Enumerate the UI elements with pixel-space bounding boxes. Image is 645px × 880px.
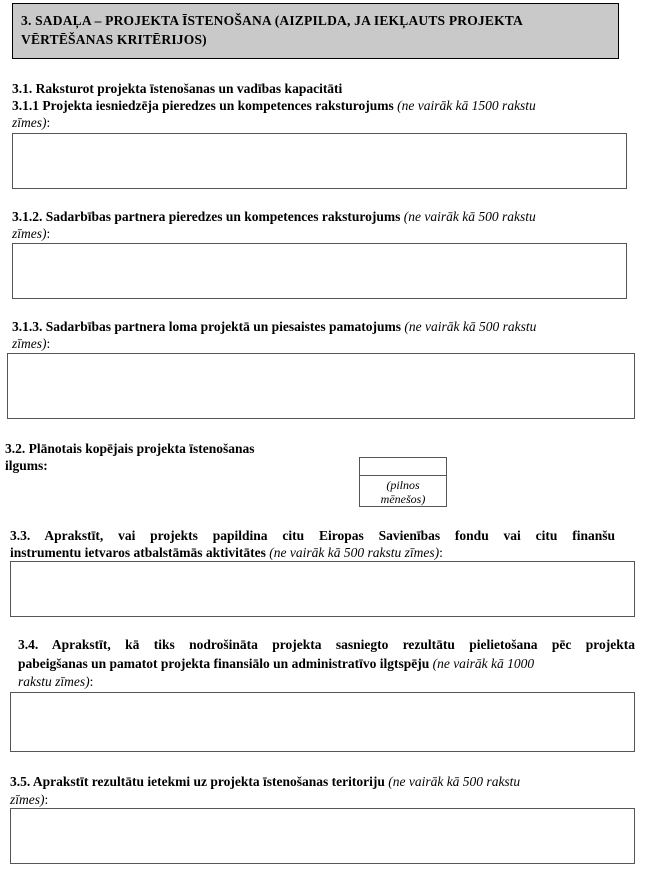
section-3-5-line1 <box>10 773 520 790</box>
question-3-1-2-label: 3.1.2. Sadarbības partnera pieredzes un kompetences raksturojums <box>12 209 401 224</box>
duration-unit-note <box>360 476 446 506</box>
section-3-4-label-end: pabeigšanas un pamatot projekta finansiālo un administratīvo ilgtspēju <box>18 656 430 671</box>
answer-field-3-4[interactable] <box>10 692 635 752</box>
section-3-4-line3: rakstu zīmes): <box>18 674 94 689</box>
question-3-1-2-limit: (ne vairāk kā 500 rakstu <box>403 209 536 224</box>
question-3-1-1-label: 3.1.1 Projekta iesniedzēja pieredzes un kompetences raksturojums <box>12 98 394 113</box>
answer-field-3-1-2[interactable] <box>12 243 627 299</box>
section-header <box>12 3 619 59</box>
question-3-1-3-label: 3.1.3. Sadarbības partnera loma projektā un piesaistes pamatojums <box>12 319 402 334</box>
section-3-2-line2: ilgums: <box>5 458 48 473</box>
section-header-line1: 3. SADAĻA – PROJEKTA ĪSTENOŠANA (AIZPILDA, JA IEKĻAUTS PROJEKTA <box>21 13 523 28</box>
duration-months-input[interactable] <box>360 458 446 476</box>
question-3-1-1-limit-cont: zīmes): <box>12 115 51 130</box>
section-header-line2: VĒRTĒŠANAS KRITĒRIJOS) <box>21 32 207 47</box>
section-3-2-line1: 3.2. Plānotais kopējais projekta īstenošanas <box>5 441 255 456</box>
section-3-4-line2 <box>18 655 534 672</box>
question-3-1-3-limit-cont: zīmes): <box>12 336 51 351</box>
section-3-5-line2: zīmes): <box>10 792 49 807</box>
section-3-3-line2: instrumentu ietvaros atbalstāmās aktivitātes (ne vairāk kā 500 rakstu zīmes): <box>10 545 443 560</box>
duration-months-box <box>359 457 447 507</box>
section-3-5-label: 3.5. Aprakstīt rezultātu ietekmi uz projekta īstenošanas teritoriju <box>10 774 385 789</box>
section-3-1-title: 3.1. Raksturot projekta īstenošanas un vadības kapacitāti <box>12 81 343 96</box>
section-3-4-limit-end: rakstu zīmes) <box>18 674 90 689</box>
section-3-4-line1: 3.4. Aprakstīt, kā tiks nodrošināta projekta sasniegto rezultātu pielietošana pēc projekta <box>18 637 635 652</box>
answer-field-3-3[interactable] <box>10 561 635 617</box>
section-3-5-limit: (ne vairāk kā 500 rakstu <box>388 774 521 789</box>
question-3-1-3 <box>12 318 536 335</box>
section-3-3-limit: (ne vairāk kā 500 rakstu zīmes) <box>269 545 440 560</box>
question-3-1-3-limit: (ne vairāk kā 500 rakstu <box>404 319 537 334</box>
answer-field-3-5[interactable] <box>10 808 635 864</box>
section-3-3-label-end: instrumentu ietvaros atbalstāmās aktivitātes <box>10 545 266 560</box>
duration-unit-line1: (pilnos <box>386 478 420 492</box>
section-3-5-limit-end: zīmes) <box>10 792 45 807</box>
question-3-1-3-limit-end: zīmes) <box>12 336 47 351</box>
answer-field-3-1-3[interactable] <box>7 353 635 419</box>
section-3-4-limit: (ne vairāk kā 1000 <box>432 656 535 671</box>
question-3-1-2 <box>12 208 536 225</box>
question-3-1-2-limit-cont: zīmes): <box>12 226 51 241</box>
section-3-3-line1: 3.3. Aprakstīt, vai projekts papildina citu Eiropas Savienības fondu vai citu finanšu <box>10 528 615 543</box>
question-3-1-2-limit-end: zīmes) <box>12 226 47 241</box>
question-3-1-1-limit: (ne vairāk kā 1500 rakstu <box>397 98 536 113</box>
duration-unit-line2: mēnešos) <box>380 492 426 506</box>
question-3-1-1 <box>12 97 536 114</box>
question-3-1-1-limit-end: zīmes) <box>12 115 47 130</box>
answer-field-3-1-1[interactable] <box>12 133 627 189</box>
